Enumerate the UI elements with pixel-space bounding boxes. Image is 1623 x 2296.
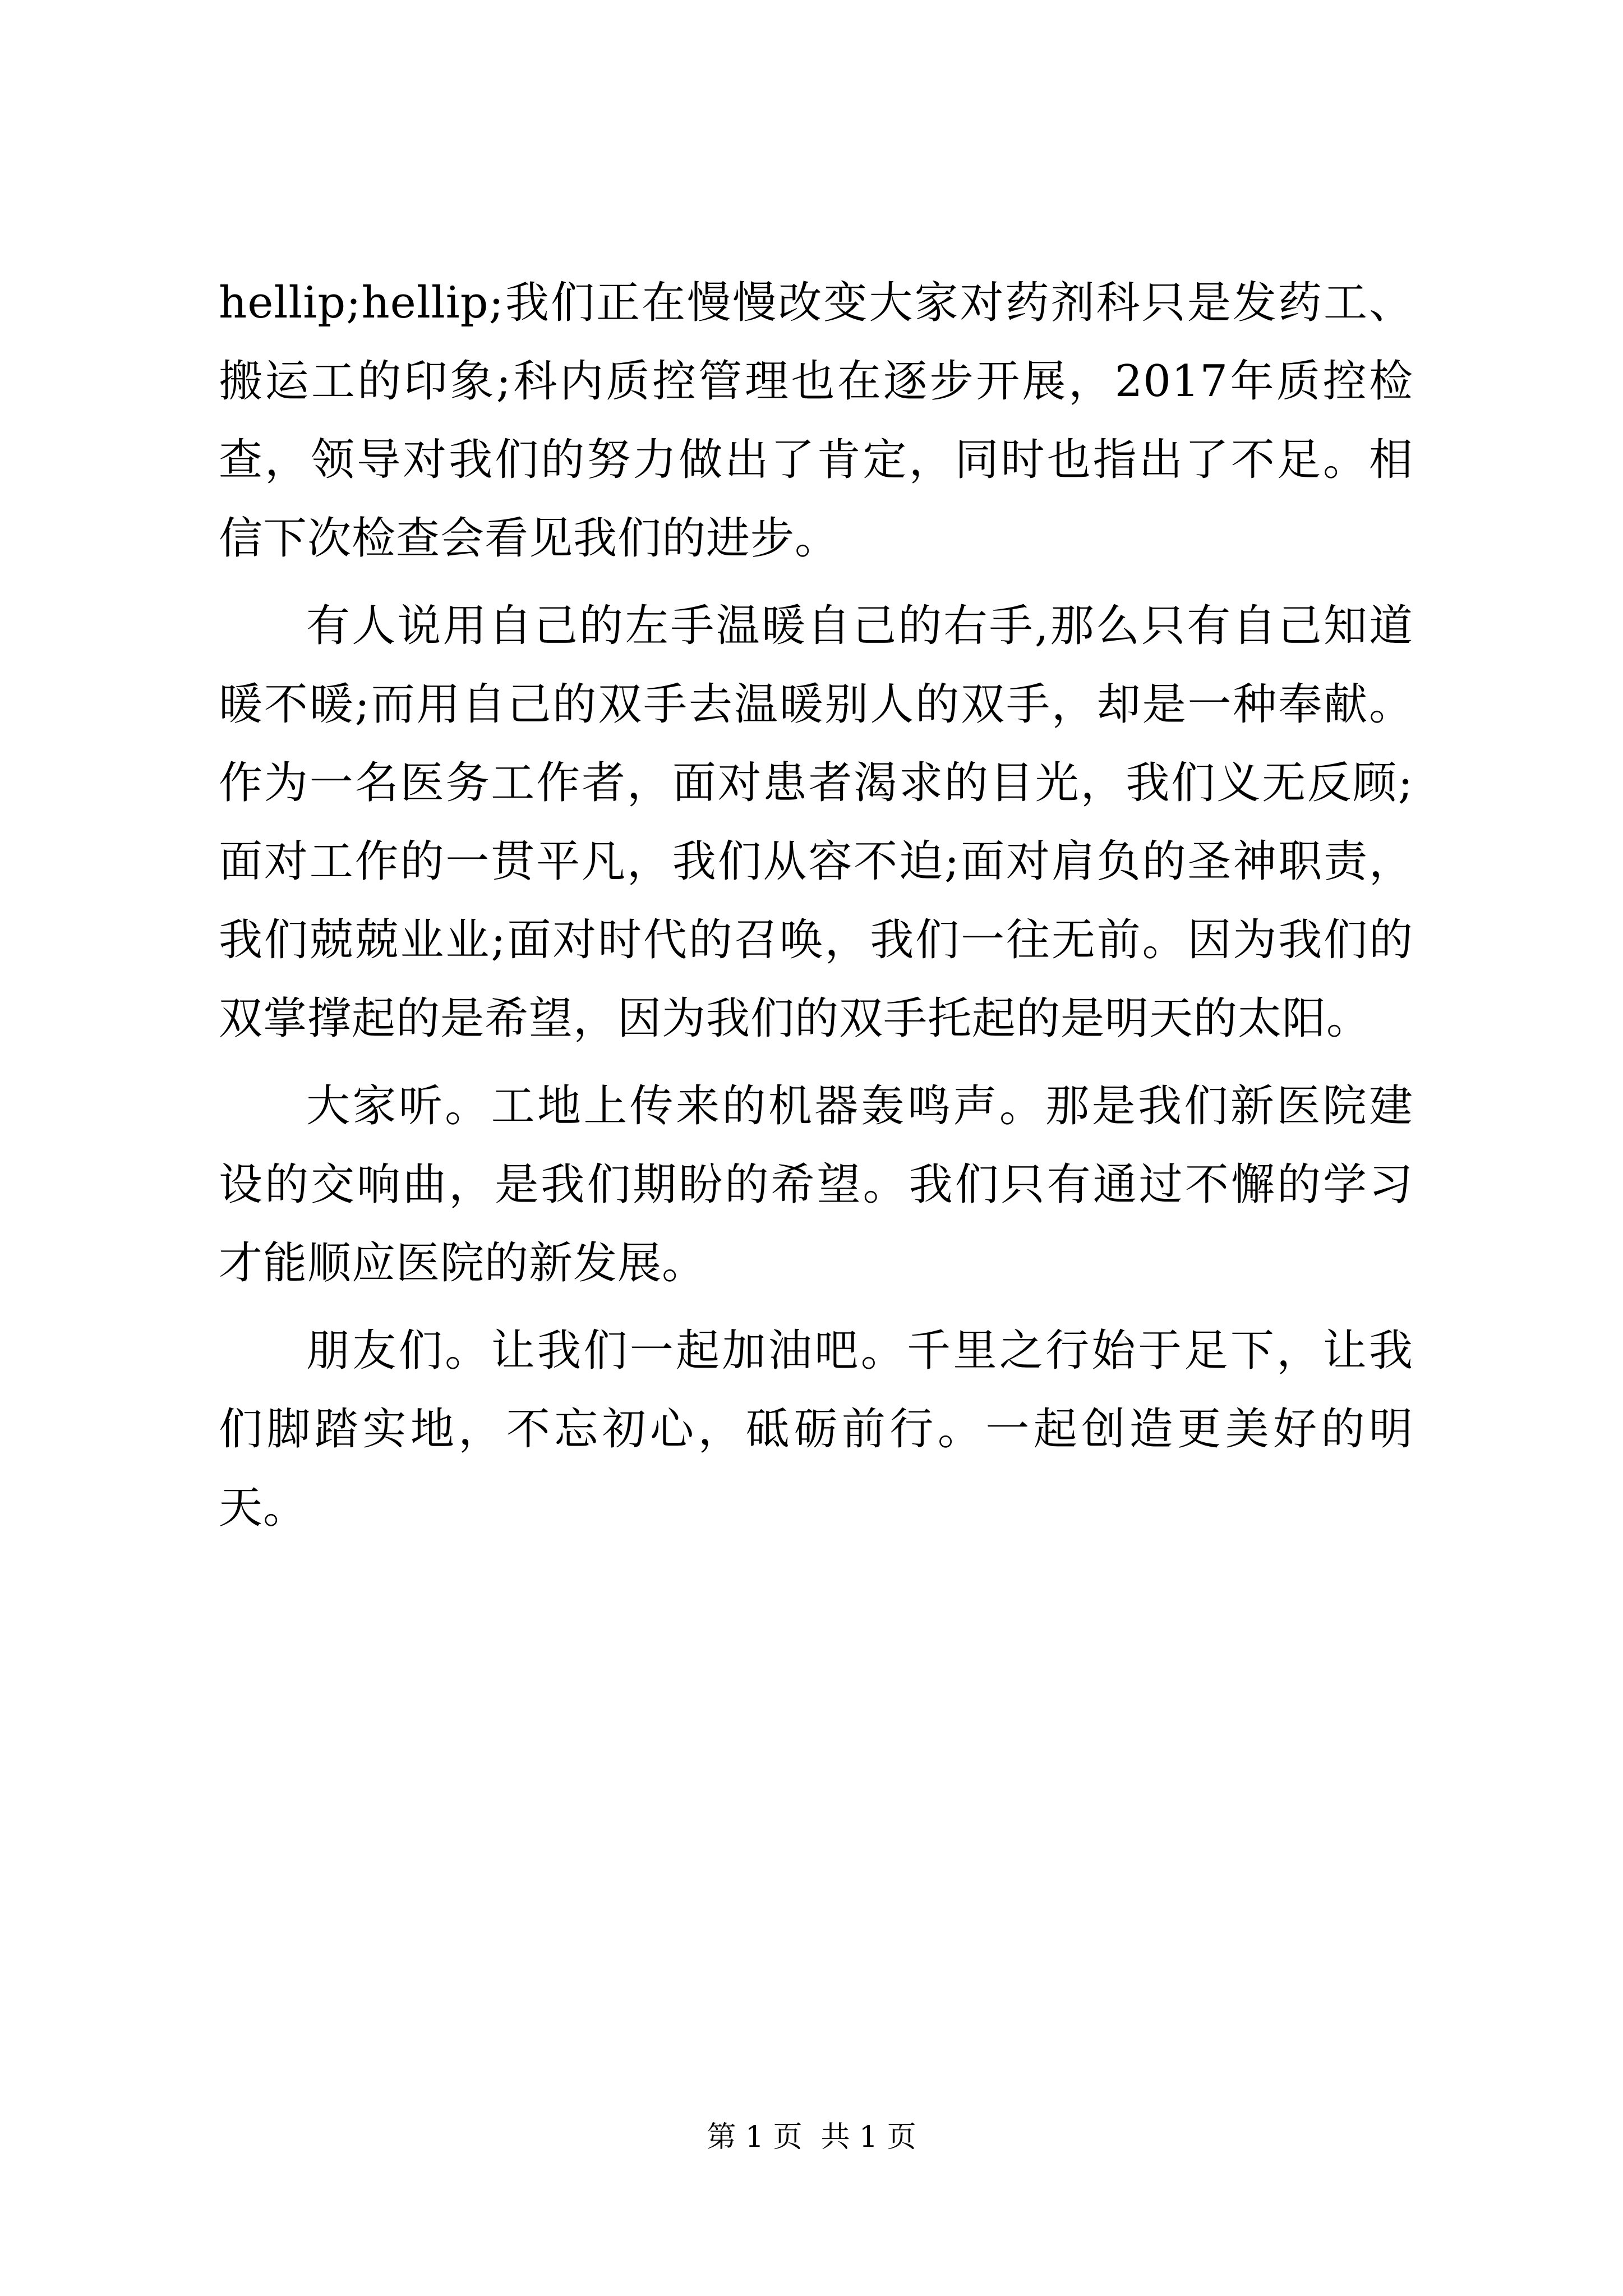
paragraph-4: 朋友们。让我们一起加油吧。千里之行始于足下，让我们脚踏实地，不忘初心，砥砺前行。一起创造更美好的明天。 <box>219 1326 1413 1533</box>
paragraph-3: 大家听。工地上传来的机器轰鸣声。那是我们新医院建设的交响曲，是我们期盼的希望。我们只有通过不懈的学习才能顺应医院的新发展。 <box>219 1081 1413 1289</box>
paragraph-2: 有人说用自己的左手温暖自己的右手,那么只有自己知道暖不暖;而用自己的双手去温暖别人的双手，却是一种奉献。作为一名医务工作者，面对患者渴求的目光，我们义无反顾;面对工作的一贯平凡，我们从容不迫;面对肩负的圣神职责，我们兢兢业业;面对时代的召唤，我们一往无前。因为我们的双掌撑起的是希望，因为我们的双手托起的是明天的太阳。 <box>219 601 1413 1044</box>
page-footer <box>0 2118 1623 2157</box>
paragraph-1: hellip;hellip;我们正在慢慢改变大家对药剂科只是发药工、搬运工的印象;科内质控管理也在逐步开展，2017年质控检查，领导对我们的努力做出了肯定，同时也指出了不足。相信下次检查会看见我们的进步。 <box>219 278 1413 564</box>
document-body <box>219 264 1413 1547</box>
page-number-label: 第 1 页 共 1 页 <box>707 2120 916 2154</box>
